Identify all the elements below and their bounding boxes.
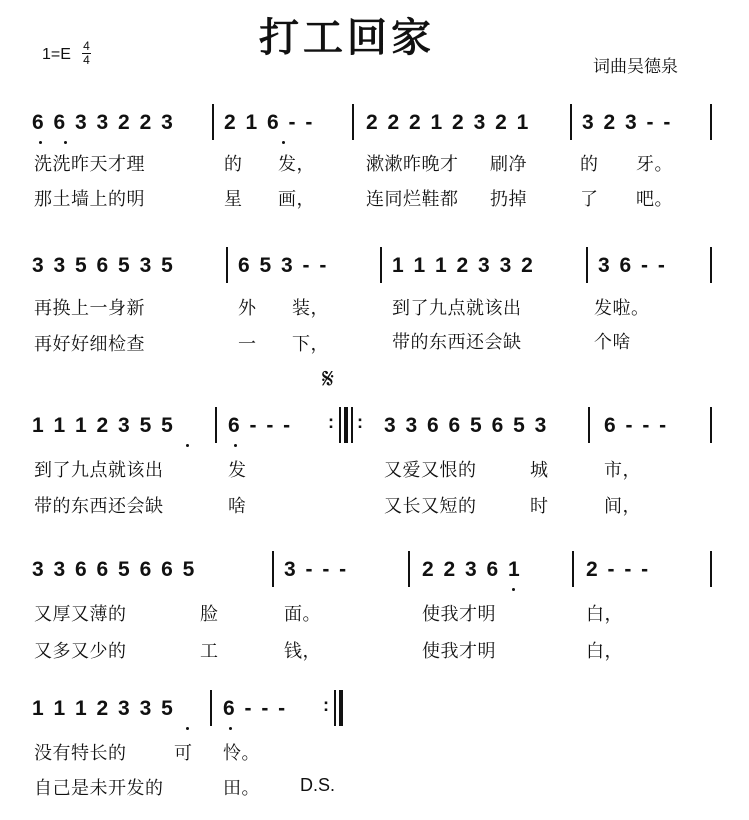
repeat-end-dots: : — [328, 412, 336, 432]
lyric-line-2: 工 — [200, 641, 219, 662]
barline — [210, 690, 212, 726]
barline — [710, 104, 712, 140]
low-octave-dot — [64, 141, 67, 144]
low-octave-dot — [282, 141, 285, 144]
lyric-line-1: 刷净 — [490, 154, 527, 175]
low-octave-dot — [39, 141, 42, 144]
measure-3-2: 6 - - - — [228, 414, 293, 437]
lyric-line-1: 洗洗昨天才理 — [34, 154, 145, 175]
low-octave-dot — [186, 727, 189, 730]
lyric-line-1: 使我才明 — [422, 604, 496, 625]
lyric-line-2: 田。 — [223, 778, 260, 799]
time-signature — [82, 40, 91, 67]
lyric-line-2: 自己是未开发的 — [34, 778, 164, 799]
lyric-line-2: 画， — [278, 189, 315, 210]
low-octave-dot — [229, 727, 232, 730]
barline — [352, 104, 354, 140]
lyric-line-1: 没有特长的 — [34, 743, 127, 764]
song-title: 打工回家 — [259, 15, 435, 61]
lyric-line-1: 可 — [174, 743, 193, 764]
measure-1-2: 2 1 6 - - — [224, 111, 315, 134]
low-octave-dot — [186, 444, 189, 447]
lyric-line-2: 下， — [292, 334, 329, 355]
lyric-line-1: 发， — [278, 154, 315, 175]
lyric-line-1: 到了九点就该出 — [392, 298, 522, 319]
lyric-line-2: 带的东西还会缺 — [34, 496, 164, 517]
measure-3-3: 3 3 6 6 5 6 5 3 — [384, 414, 549, 437]
lyric-line-2: 又长又短的 — [384, 496, 477, 517]
repeat-barline-thick — [339, 690, 343, 726]
dal-segno-marking: D.S. — [300, 775, 336, 795]
barline — [408, 551, 410, 587]
lyric-line-1: 又爱又恨的 — [384, 460, 477, 481]
lyric-line-2: 使我才明 — [422, 641, 496, 662]
lyric-line-1: 白， — [586, 604, 623, 625]
measure-4-3: 2 2 3 6 1 — [422, 558, 522, 581]
repeat-barline-thick — [344, 407, 348, 443]
measure-4-4: 2 - - - — [586, 558, 651, 581]
measure-3-4: 6 - - - — [604, 414, 669, 437]
barline — [215, 407, 217, 443]
measure-4-2: 3 - - - — [284, 558, 349, 581]
lyric-line-1: 面。 — [284, 604, 321, 625]
lyric-line-1: 发 — [228, 460, 247, 481]
measure-2-3: 1 1 1 2 3 3 2 — [392, 254, 535, 277]
measure-2-2: 6 5 3 - - — [238, 254, 329, 277]
lyric-line-1: 牙。 — [636, 154, 673, 175]
lyric-line-2: 一 — [238, 334, 257, 355]
lyric-line-1: 的 — [580, 154, 599, 175]
barline — [212, 104, 214, 140]
key-signature: 1=E — [42, 46, 71, 63]
lyric-line-2: 带的东西还会缺 — [392, 332, 522, 353]
barline — [586, 247, 588, 283]
lyric-line-1: 城 — [530, 460, 549, 481]
lyric-line-2: 白， — [586, 641, 623, 662]
barline — [710, 247, 712, 283]
lyric-line-1: 再换上一身新 — [34, 298, 145, 319]
measure-5-1: 1 1 1 2 3 3 5 — [32, 697, 175, 720]
lyric-line-1: 发啦。 — [594, 298, 650, 319]
lyric-line-2: 再好好细检查 — [34, 334, 145, 355]
lyric-line-2: 又多又少的 — [34, 641, 127, 662]
lyric-line-1: 到了九点就该出 — [34, 460, 164, 481]
low-octave-dot — [234, 444, 237, 447]
lyric-line-2: 间， — [604, 496, 641, 517]
measure-1-4: 3 2 3 - - — [582, 111, 673, 134]
lyric-line-1: 又厚又薄的 — [34, 604, 127, 625]
lyric-line-1: 装， — [292, 298, 329, 319]
segno-sign: 𝄋 — [322, 362, 335, 395]
lyric-line-1: 怜。 — [223, 743, 260, 764]
lyric-line-2: 那土墙上的明 — [34, 189, 145, 210]
lyric-line-1: 的 — [224, 154, 243, 175]
lyric-line-1: 漱漱昨晚才 — [366, 154, 459, 175]
barline — [570, 104, 572, 140]
repeat-barline-thin — [334, 690, 336, 726]
barline — [272, 551, 274, 587]
lyric-line-2: 时 — [530, 496, 549, 517]
time-signature-bottom: 4 — [83, 53, 90, 67]
low-octave-dot — [512, 588, 515, 591]
measure-5-2: 6 - - - — [223, 697, 288, 720]
barline — [226, 247, 228, 283]
lyric-line-2: 连同烂鞋都 — [366, 189, 459, 210]
lyric-line-2: 星 — [224, 189, 243, 210]
barline — [710, 407, 712, 443]
barline — [572, 551, 574, 587]
repeat-start-dots: : — [357, 412, 365, 432]
repeat-barline-thin — [339, 407, 341, 443]
lyric-line-1: 外 — [238, 298, 257, 319]
barline — [588, 407, 590, 443]
lyric-line-1: 市， — [604, 460, 641, 481]
time-signature-top: 4 — [83, 39, 90, 53]
measure-2-4: 3 6 - - — [598, 254, 667, 277]
measure-4-1: 3 3 6 6 5 6 6 5 — [32, 558, 197, 581]
barline — [380, 247, 382, 283]
lyric-line-2: 啥 — [228, 496, 247, 517]
lyric-line-1: 脸 — [200, 604, 219, 625]
measure-2-1: 3 3 5 6 5 3 5 — [32, 254, 175, 277]
credits: 词曲吴德泉 — [593, 57, 678, 77]
lyric-line-2: 扔掉 — [490, 189, 527, 210]
repeat-end-dots: : — [323, 695, 331, 715]
measure-1-1: 6 6 3 3 2 2 3 — [32, 111, 175, 134]
measure-3-1: 1 1 1 2 3 5 5 — [32, 414, 175, 437]
measure-1-3: 2 2 2 1 2 3 2 1 — [366, 111, 531, 134]
lyric-line-2: 钱， — [284, 641, 321, 662]
lyric-line-2: 吧。 — [636, 189, 673, 210]
barline — [710, 551, 712, 587]
lyric-line-2: 了 — [580, 189, 599, 210]
repeat-barline-thin — [351, 407, 353, 443]
lyric-line-2: 个啥 — [594, 332, 631, 353]
